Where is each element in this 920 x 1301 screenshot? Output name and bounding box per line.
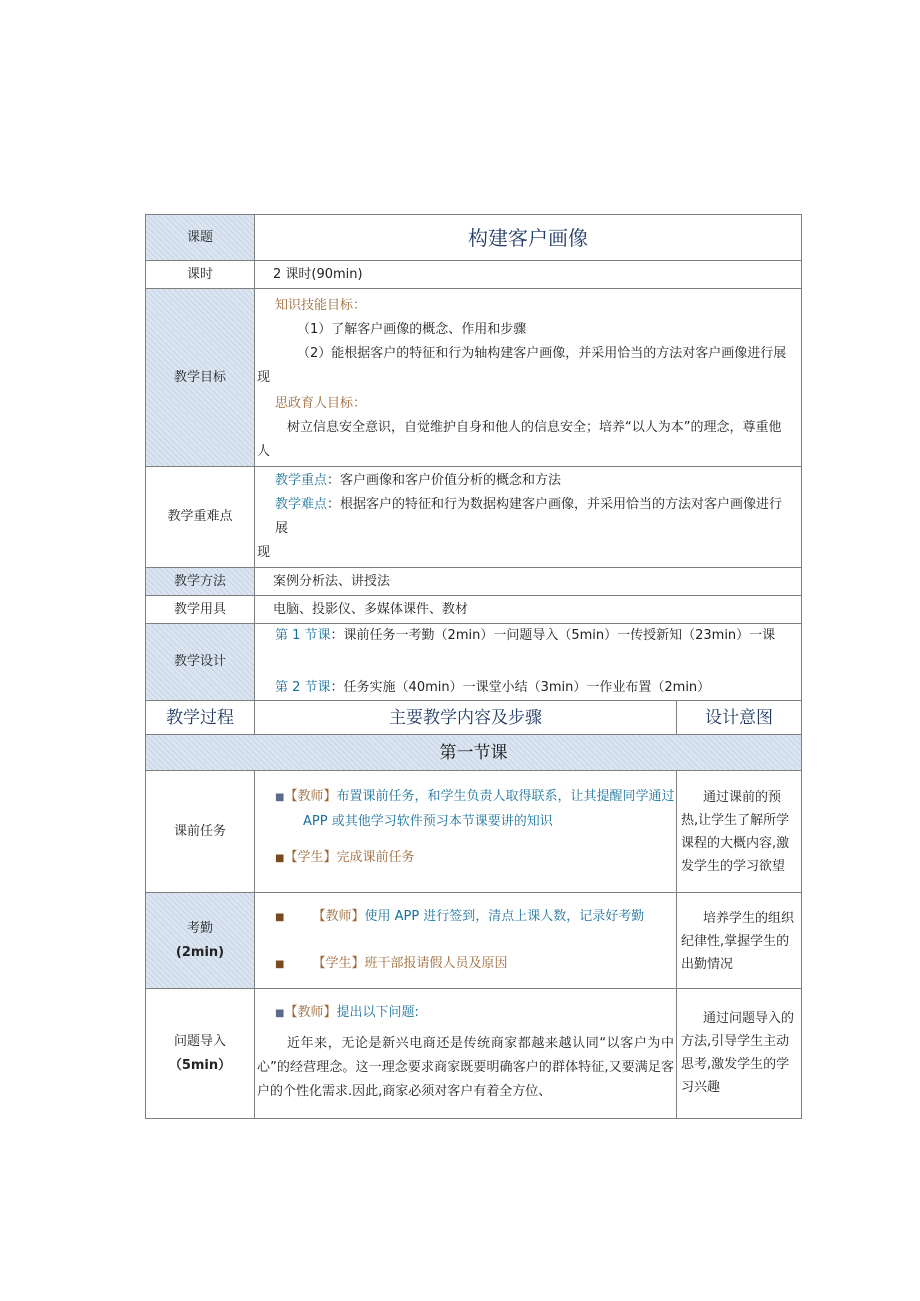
pre-task-label: 课前任务 xyxy=(146,771,255,893)
intro-label: 问题导入 xyxy=(173,1033,226,1049)
pre-task-student-line xyxy=(275,846,676,871)
design-content xyxy=(255,624,802,701)
lesson1-line xyxy=(275,624,795,648)
difficulty-cont: 现 xyxy=(257,545,271,560)
attendance-label: 考勤 xyxy=(186,920,213,936)
intro-paragraph: 近年来，无论是新兴电商还是传统商家都越来越认同“以客户为中心”的经营理念。这一理念要求商家既要明确客户的群体特征,又要满足客户的个性化需求.因此,商家必须对客户有着全方位、 xyxy=(257,1036,674,1099)
objectives-label: 教学目标 xyxy=(146,289,255,467)
hours-row xyxy=(146,261,802,289)
methods-row xyxy=(146,568,802,596)
intro-label-cell xyxy=(146,989,255,1119)
objectives-content xyxy=(255,289,802,467)
pre-task-intent: 通过课前的预热,让学生了解所学课程的大概内容,激发学生的学习欲望 xyxy=(677,771,802,893)
intro-teacher-line xyxy=(257,1001,674,1026)
student-tag: 【学生】 xyxy=(284,850,337,865)
ideology-cont: 人 xyxy=(257,443,271,459)
section1-row xyxy=(146,735,802,771)
attendance-student-line xyxy=(275,952,676,977)
knowledge-heading: 知识技能目标： xyxy=(275,297,367,313)
design-label: 教学设计 xyxy=(146,624,255,701)
methods-label: 教学方法 xyxy=(146,568,255,596)
pre-task-teacher-text: 布置课前任务，和学生负责人取得联系，让其提醒同学通过 xyxy=(336,789,675,804)
pre-task-student-text: 完成课前任务 xyxy=(336,850,415,865)
process-header-col1: 教学过程 xyxy=(146,701,255,735)
attendance-content xyxy=(255,893,677,989)
difficulty-label: 教学难点 xyxy=(275,497,328,512)
tools-label: 教学用具 xyxy=(146,596,255,624)
process-header-col3: 设计意图 xyxy=(677,701,802,735)
intro-intent: 通过问题导入的方法,引导学生主动思考,激发学生的学习兴趣 xyxy=(677,989,802,1119)
lesson-plan-page xyxy=(145,214,801,1119)
difficulty-text: ：根据客户的特征和行为数据构建客户画像，并采用恰当的方法对客户画像进行展 xyxy=(275,497,783,536)
attendance-label-cell xyxy=(146,893,255,989)
tools-value: 电脑、投影仪、多媒体课件、教材 xyxy=(255,596,802,624)
intro-time: （5min） xyxy=(168,1057,232,1073)
key-points-row xyxy=(146,467,802,568)
hours-label: 课时 xyxy=(146,261,255,289)
attendance-teacher-line xyxy=(275,905,676,930)
section1-title: 第一节课 xyxy=(146,735,802,771)
design-row xyxy=(146,624,802,701)
pre-task-teacher-line xyxy=(275,785,676,810)
objective-item-1: （1）了解客户画像的概念、作用和步骤 xyxy=(297,321,527,337)
objective-item-2: （2）能根据客户的特征和行为轴构建客户画像，并采用恰当的方法对客户画像进行展 xyxy=(297,345,787,361)
student-tag: 【学生】 xyxy=(312,955,365,971)
key-points-content xyxy=(255,467,802,568)
intro-row xyxy=(146,989,802,1119)
objectives-row xyxy=(146,289,802,467)
pre-task-row xyxy=(146,771,802,893)
lesson1-text: ：课前任务一考勤（2min）一问题导入（5min）一传授新知（23min）一课 xyxy=(330,628,776,643)
teacher-tag: 【教师】 xyxy=(284,789,337,804)
lesson-plan-table xyxy=(145,214,802,1119)
key-point-line xyxy=(257,469,795,493)
topic-label: 课题 xyxy=(146,215,255,261)
teacher-tag: 【教师】 xyxy=(312,908,365,924)
process-header-col2: 主要教学内容及步骤 xyxy=(255,701,677,735)
topic-value: 构建客户画像 xyxy=(255,215,802,261)
square-bullet-icon: ■ xyxy=(275,1008,285,1019)
methods-value: 案例分析法、讲授法 xyxy=(255,568,802,596)
process-header-row xyxy=(146,701,802,735)
square-bullet-icon: ■ xyxy=(275,911,285,923)
square-bullet-icon: ■ xyxy=(275,792,285,803)
attendance-student-text: 班干部报请假人员及原因 xyxy=(364,955,508,971)
lesson1-label: 第 1 节课 xyxy=(275,628,331,643)
topic-row xyxy=(146,215,802,261)
ideology-heading: 思政育人目标： xyxy=(275,395,367,411)
key-point-label: 教学重点 xyxy=(275,473,328,488)
lesson2-label: 第 2 节课 xyxy=(275,680,331,695)
hours-value: 2 课时(90min) xyxy=(255,261,802,289)
intro-teacher-text: 提出以下问题: xyxy=(336,1005,419,1020)
difficulty-line xyxy=(257,493,795,541)
lesson2-text: ：任务实施（40min）一课堂小结（3min）一作业布置（2min） xyxy=(330,680,711,695)
key-points-label: 教学重难点 xyxy=(146,467,255,568)
attendance-intent: 培养学生的组织纪律性,掌握学生的出勤情况 xyxy=(677,893,802,989)
tools-row xyxy=(146,596,802,624)
intro-content xyxy=(255,989,677,1119)
teacher-tag: 【教师】 xyxy=(284,1005,337,1020)
attendance-teacher-text: 使用 APP 进行签到，清点上课人数，记录好考勤 xyxy=(364,908,645,924)
square-bullet-icon: ■ xyxy=(275,853,285,864)
pre-task-teacher-cont: APP 或其他学习软件预习本节课要讲的知识 xyxy=(303,814,553,829)
attendance-time: (2min) xyxy=(175,944,225,960)
attendance-row xyxy=(146,893,802,989)
ideology-text: 树立信息安全意识，自觉维护自身和他人的信息安全；培养“以人为本”的理念，尊重他 xyxy=(287,419,782,435)
objective-item-2-cont: 现 xyxy=(257,369,271,385)
pre-task-content xyxy=(255,771,677,893)
lesson2-line xyxy=(275,676,795,700)
square-bullet-icon: ■ xyxy=(275,958,285,970)
key-point-text: ：客户画像和客户价值分析的概念和方法 xyxy=(327,473,562,488)
